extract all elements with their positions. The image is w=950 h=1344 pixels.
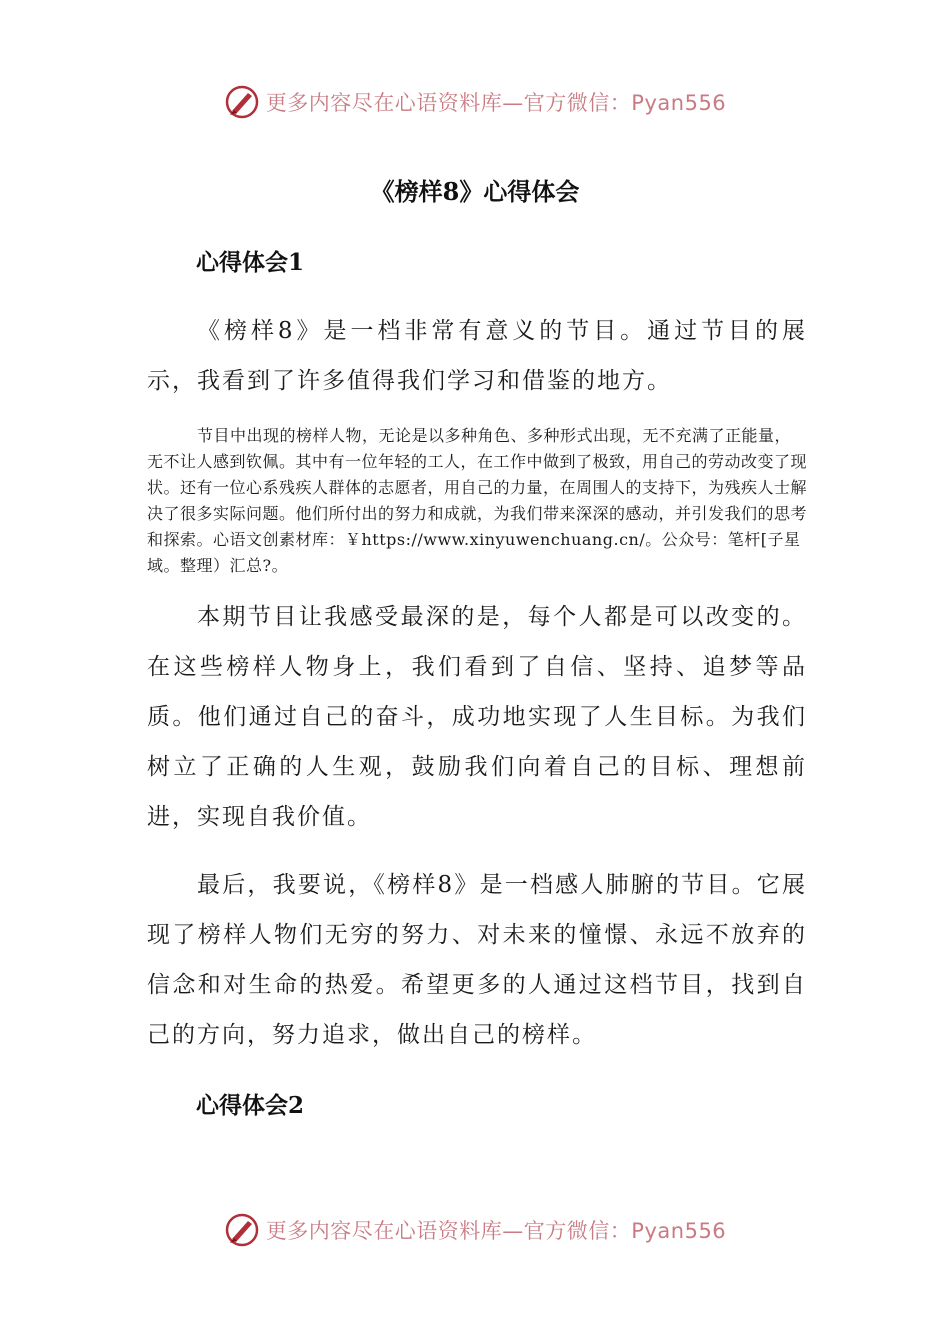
footer-banner [0, 1210, 950, 1250]
header-banner [0, 82, 950, 122]
paragraph-3: 本期节目让我感受最深的是，每个人都是可以改变的。在这些榜样人物身上，我们看到了自信、坚持、追梦等品质。他们通过自己的奋斗，成功地实现了人生目标。为我们树立了正确的人生观，鼓励我们向着自己的目标、理想前进，实现自我价值。 [147, 604, 807, 830]
document-title: 《榜样8》心得体会 [370, 177, 580, 206]
section-heading-1: 心得体会1 [196, 249, 305, 276]
section-heading-2: 心得体会2 [196, 1092, 305, 1119]
banner-text: 更多内容尽在心语资料库—官方微信：Pyan556 [265, 91, 727, 115]
paragraph-1: 《榜样8》是一档非常有意义的节目。通过节目的展示，我看到了许多值得我们学习和借鉴的地方。 [147, 318, 807, 394]
pen-logo-icon [224, 1212, 260, 1248]
pen-logo-icon [224, 84, 260, 120]
paragraph-2: 节目中出现的榜样人物，无论是以多种角色、多种形式出现，无不充满了正能量，无不让人感到钦佩。其中有一位年轻的工人，在工作中做到了极致，用自己的劳动改变了现状。还有一位心系残疾人群体的志愿者，用自己的力量，在周围人的支持下，为残疾人士解决了很多实际问题。他们所付出的努力和成就，为我们带来深深的感动，并引发我们的思考和探索。心语文创素材库：￥https://www.xinyuwenchuang.cn/。公众号：笔杆[子星域。整理）汇总?。 [147, 426, 808, 575]
banner-text: 更多内容尽在心语资料库—官方微信：Pyan556 [265, 1219, 727, 1243]
paragraph-4: 最后，我要说，《榜样8》是一档感人肺腑的节目。它展现了榜样人物们无穷的努力、对未来的憧憬、永远不放弃的信念和对生命的热爱。希望更多的人通过这档节目，找到自己的方向，努力追求，做出自己的榜样。 [147, 872, 807, 1048]
